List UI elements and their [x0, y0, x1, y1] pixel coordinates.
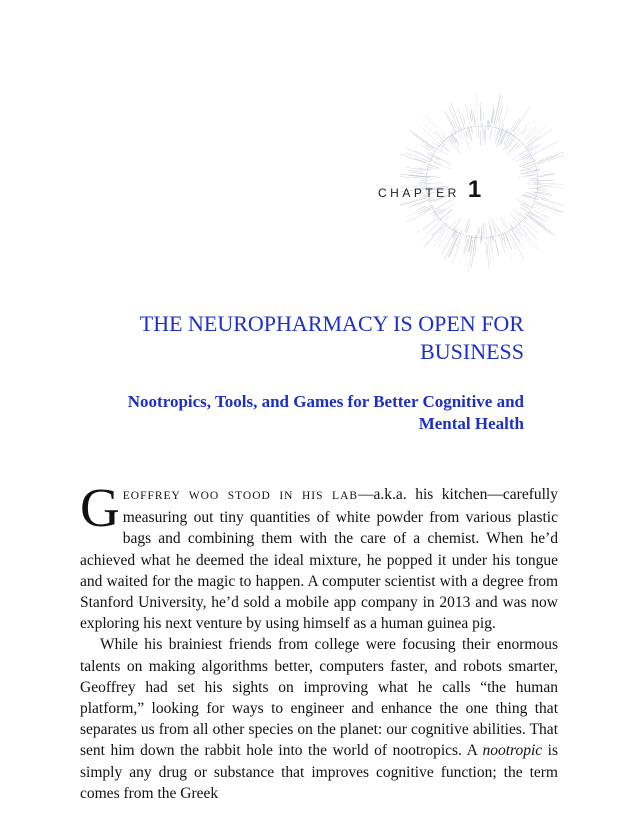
- chapter-label: [378, 176, 481, 204]
- paragraph-2-text-a: While his brainiest friends from college were focusing their enormous talents on making algorithms better, computers faster, and robots smarter, Geoffrey had set his sights on improving what he calls “the human platform,” looking for ways to engineer and enhance the one thing that separates us from all other species on the planet: our cognitive abilities. That sent him down the rabbit hole into the world of nootropics. A: [80, 636, 558, 760]
- chapter-number: 1: [467, 176, 482, 203]
- paragraph-2-text-b: is simply any drug or substance that improves cognitive function; the term comes from the Greek: [80, 742, 558, 802]
- chapter-word: CHAPTER: [378, 186, 460, 200]
- paragraph-1-text: —a.k.a. his kitchen—carefully measuring out tiny quantities of white powder from various plastic bags and combining them with the care of a chemist. When he’d achieved what he deemed the ideal mixture, he popped it under his tongue and waited for the magic to happen. A computer scientist with a degree from Stanford University, he’d sold a mobile app company in 2013 and was now exploring his next venture by using himself as a human guinea pig.: [80, 486, 558, 633]
- drop-cap: G: [80, 477, 120, 538]
- smallcaps-lead: EOFFREY WOO STOOD IN HIS LAB: [122, 490, 359, 502]
- paragraph-2-italic-term: nootropic: [482, 742, 543, 760]
- chapter-title: THE NEUROPHARMACY IS OPEN FOR BUSINESS: [139, 311, 524, 364]
- paragraph-2: [80, 634, 558, 804]
- body-text: [80, 477, 558, 804]
- chapter-subtitle: Nootropics, Tools, and Games for Better Cognitive and Mental Health: [127, 392, 524, 433]
- paragraph-1: [80, 477, 558, 634]
